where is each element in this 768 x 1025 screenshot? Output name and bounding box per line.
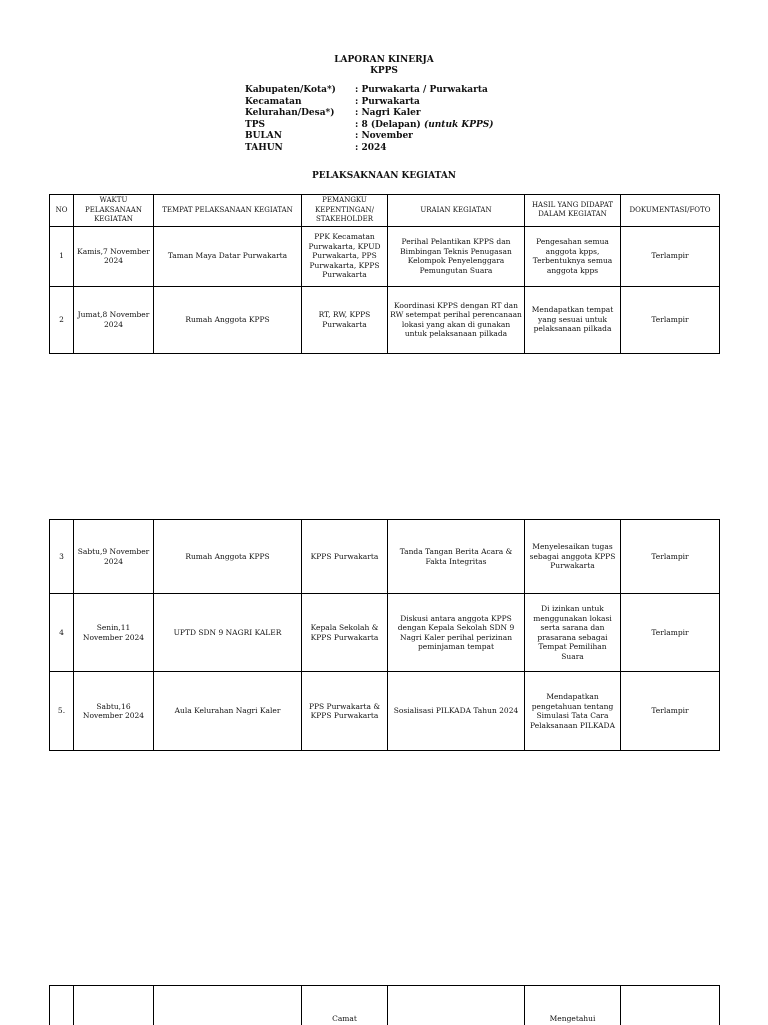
table-cell: Pengesahan semua anggota kpps, Terbentuknya semua anggota kpps <box>525 226 621 286</box>
table-row <box>50 594 720 672</box>
table-cell: Sabtu,16 November 2024 <box>74 672 154 751</box>
table-cell <box>388 986 525 1025</box>
meta-value: : Nagri Kaler <box>355 108 421 118</box>
table-row <box>50 520 720 594</box>
table-cell: Menyelesaikan tugas sebagai anggota KPPS Purwakarta <box>525 520 621 594</box>
table-cell: Terlampir <box>621 520 720 594</box>
table-header-row <box>50 195 720 227</box>
activity-table-page-1 <box>49 194 720 354</box>
table-cell: Rumah Anggota KPPS <box>154 286 302 353</box>
table-cell: Terlampir <box>621 672 720 751</box>
activity-table-page-3 <box>49 985 720 1025</box>
table-cell: Perihal Pelantikan KPPS dan Bimbingan Teknis Penugasan Kelompok Penyelenggara Pemungutan Suara <box>388 226 525 286</box>
table-row <box>50 226 720 286</box>
table-cell: Aula Kelurahan Nagri Kaler <box>154 672 302 751</box>
table-cell: Rumah Anggota KPPS <box>154 520 302 594</box>
table-cell: Senin,11 November 2024 <box>74 594 154 672</box>
table-cell: Tanda Tangan Berita Acara & Fakta Integritas <box>388 520 525 594</box>
table-cell: Sabtu,9 November 2024 <box>74 520 154 594</box>
meta-row <box>245 85 493 97</box>
table-cell: KPPS Purwakarta <box>302 520 388 594</box>
table-cell: Terlampir <box>621 226 720 286</box>
column-header: NO <box>50 195 74 227</box>
column-header: DOKUMENTASI/FOTO <box>621 195 720 227</box>
table-cell: Terlampir <box>621 594 720 672</box>
table-cell: Kamis,7 November 2024 <box>74 226 154 286</box>
meta-value: : Purwakarta / Purwakarta <box>355 85 488 95</box>
report-meta <box>245 85 493 154</box>
table-cell: Diskusi antara anggota KPPS dengan Kepala Sekolah SDN 9 Nagri Kaler perihal perizinan peminjaman tempat <box>388 594 525 672</box>
column-header: PEMANGKU KEPENTINGAN/ STAKEHOLDER <box>302 195 388 227</box>
report-title: LAPORAN KINERJA <box>334 55 434 65</box>
table-cell <box>74 986 154 1025</box>
meta-note: (untuk KPPS) <box>423 119 494 130</box>
table-cell: 2 <box>50 286 74 353</box>
table-cell: Kepala Sekolah & KPPS Purwakarta <box>302 594 388 672</box>
table-cell: Mendapatkan tempat yang sesuai untuk pelaksanaan pilkada <box>525 286 621 353</box>
table-cell: Terlampir <box>621 286 720 353</box>
table-cell: Di izinkan untuk menggunakan lokasi serta sarana dan prasarana sebagai Tempat Pemilihan Suara <box>525 594 621 672</box>
meta-value: : Purwakarta <box>355 96 420 107</box>
table-cell: PPK Kecamatan Purwakarta, KPUD Purwakarta, PPS Purwakarta, KPPS Purwakarta <box>302 226 388 286</box>
meta-label: Kabupaten/Kota*) <box>245 85 336 95</box>
table-row <box>50 286 720 353</box>
column-header: HASIL YANG DIDAPAT DALAM KEGIATAN <box>525 195 621 227</box>
table-row <box>50 672 720 751</box>
table-cell <box>154 986 302 1025</box>
meta-row <box>245 108 493 120</box>
meta-value: : November <box>355 131 413 141</box>
table-cell: 3 <box>50 520 74 594</box>
meta-value: : 8 (Delapan) <box>355 119 424 130</box>
meta-row <box>245 131 493 143</box>
meta-label: BULAN <box>245 131 282 141</box>
table-cell: UPTD SDN 9 NAGRI KALER <box>154 594 302 672</box>
table-cell: RT, RW, KPPS Purwakarta <box>302 286 388 353</box>
column-header: WAKTU PELAKSANAAN KEGIATAN <box>74 195 154 227</box>
meta-row <box>245 143 493 155</box>
table-cell <box>50 986 74 1025</box>
table-cell: Koordinasi KPPS dengan RT dan RW setempat perihal perencanaan lokasi yang akan di gunakan untuk pelaksanaan pilkada <box>388 286 525 353</box>
column-header: TEMPAT PELAKSANAAN KEGIATAN <box>154 195 302 227</box>
table-cell: PPS Purwakarta & KPPS Purwakarta <box>302 672 388 751</box>
activity-table-page-2 <box>49 519 720 751</box>
table-cell: 1 <box>50 226 74 286</box>
table-cell: Mendapatkan pengetahuan tentang Simulasi Tata Cara Pelaksanaan PILKADA <box>525 672 621 751</box>
table-cell: Sosialisasi PILKADA Tahun 2024 <box>388 672 525 751</box>
meta-value: : 2024 <box>355 142 387 153</box>
section-title: PELAKSAKNAAN KEGIATAN <box>311 171 457 181</box>
meta-label: Kelurahan/Desa*) <box>245 108 335 118</box>
table-cell: 5. <box>50 672 74 751</box>
column-header: URAIAN KEGIATAN <box>388 195 525 227</box>
meta-label: Kecamatan <box>245 96 302 107</box>
meta-row <box>245 97 493 109</box>
table-cell: Mengetahui <box>525 986 621 1025</box>
table-cell: 4 <box>50 594 74 672</box>
table-cell: Taman Maya Datar Purwakarta <box>154 226 302 286</box>
meta-row <box>245 120 493 132</box>
table-cell: Jumat,8 November 2024 <box>74 286 154 353</box>
meta-label: TAHUN <box>245 142 283 153</box>
report-subtitle: KPPS <box>370 66 398 76</box>
meta-label: TPS <box>245 119 265 130</box>
table-cell <box>621 986 720 1025</box>
table-cell: Camat <box>302 986 388 1025</box>
table-row <box>50 986 720 1025</box>
